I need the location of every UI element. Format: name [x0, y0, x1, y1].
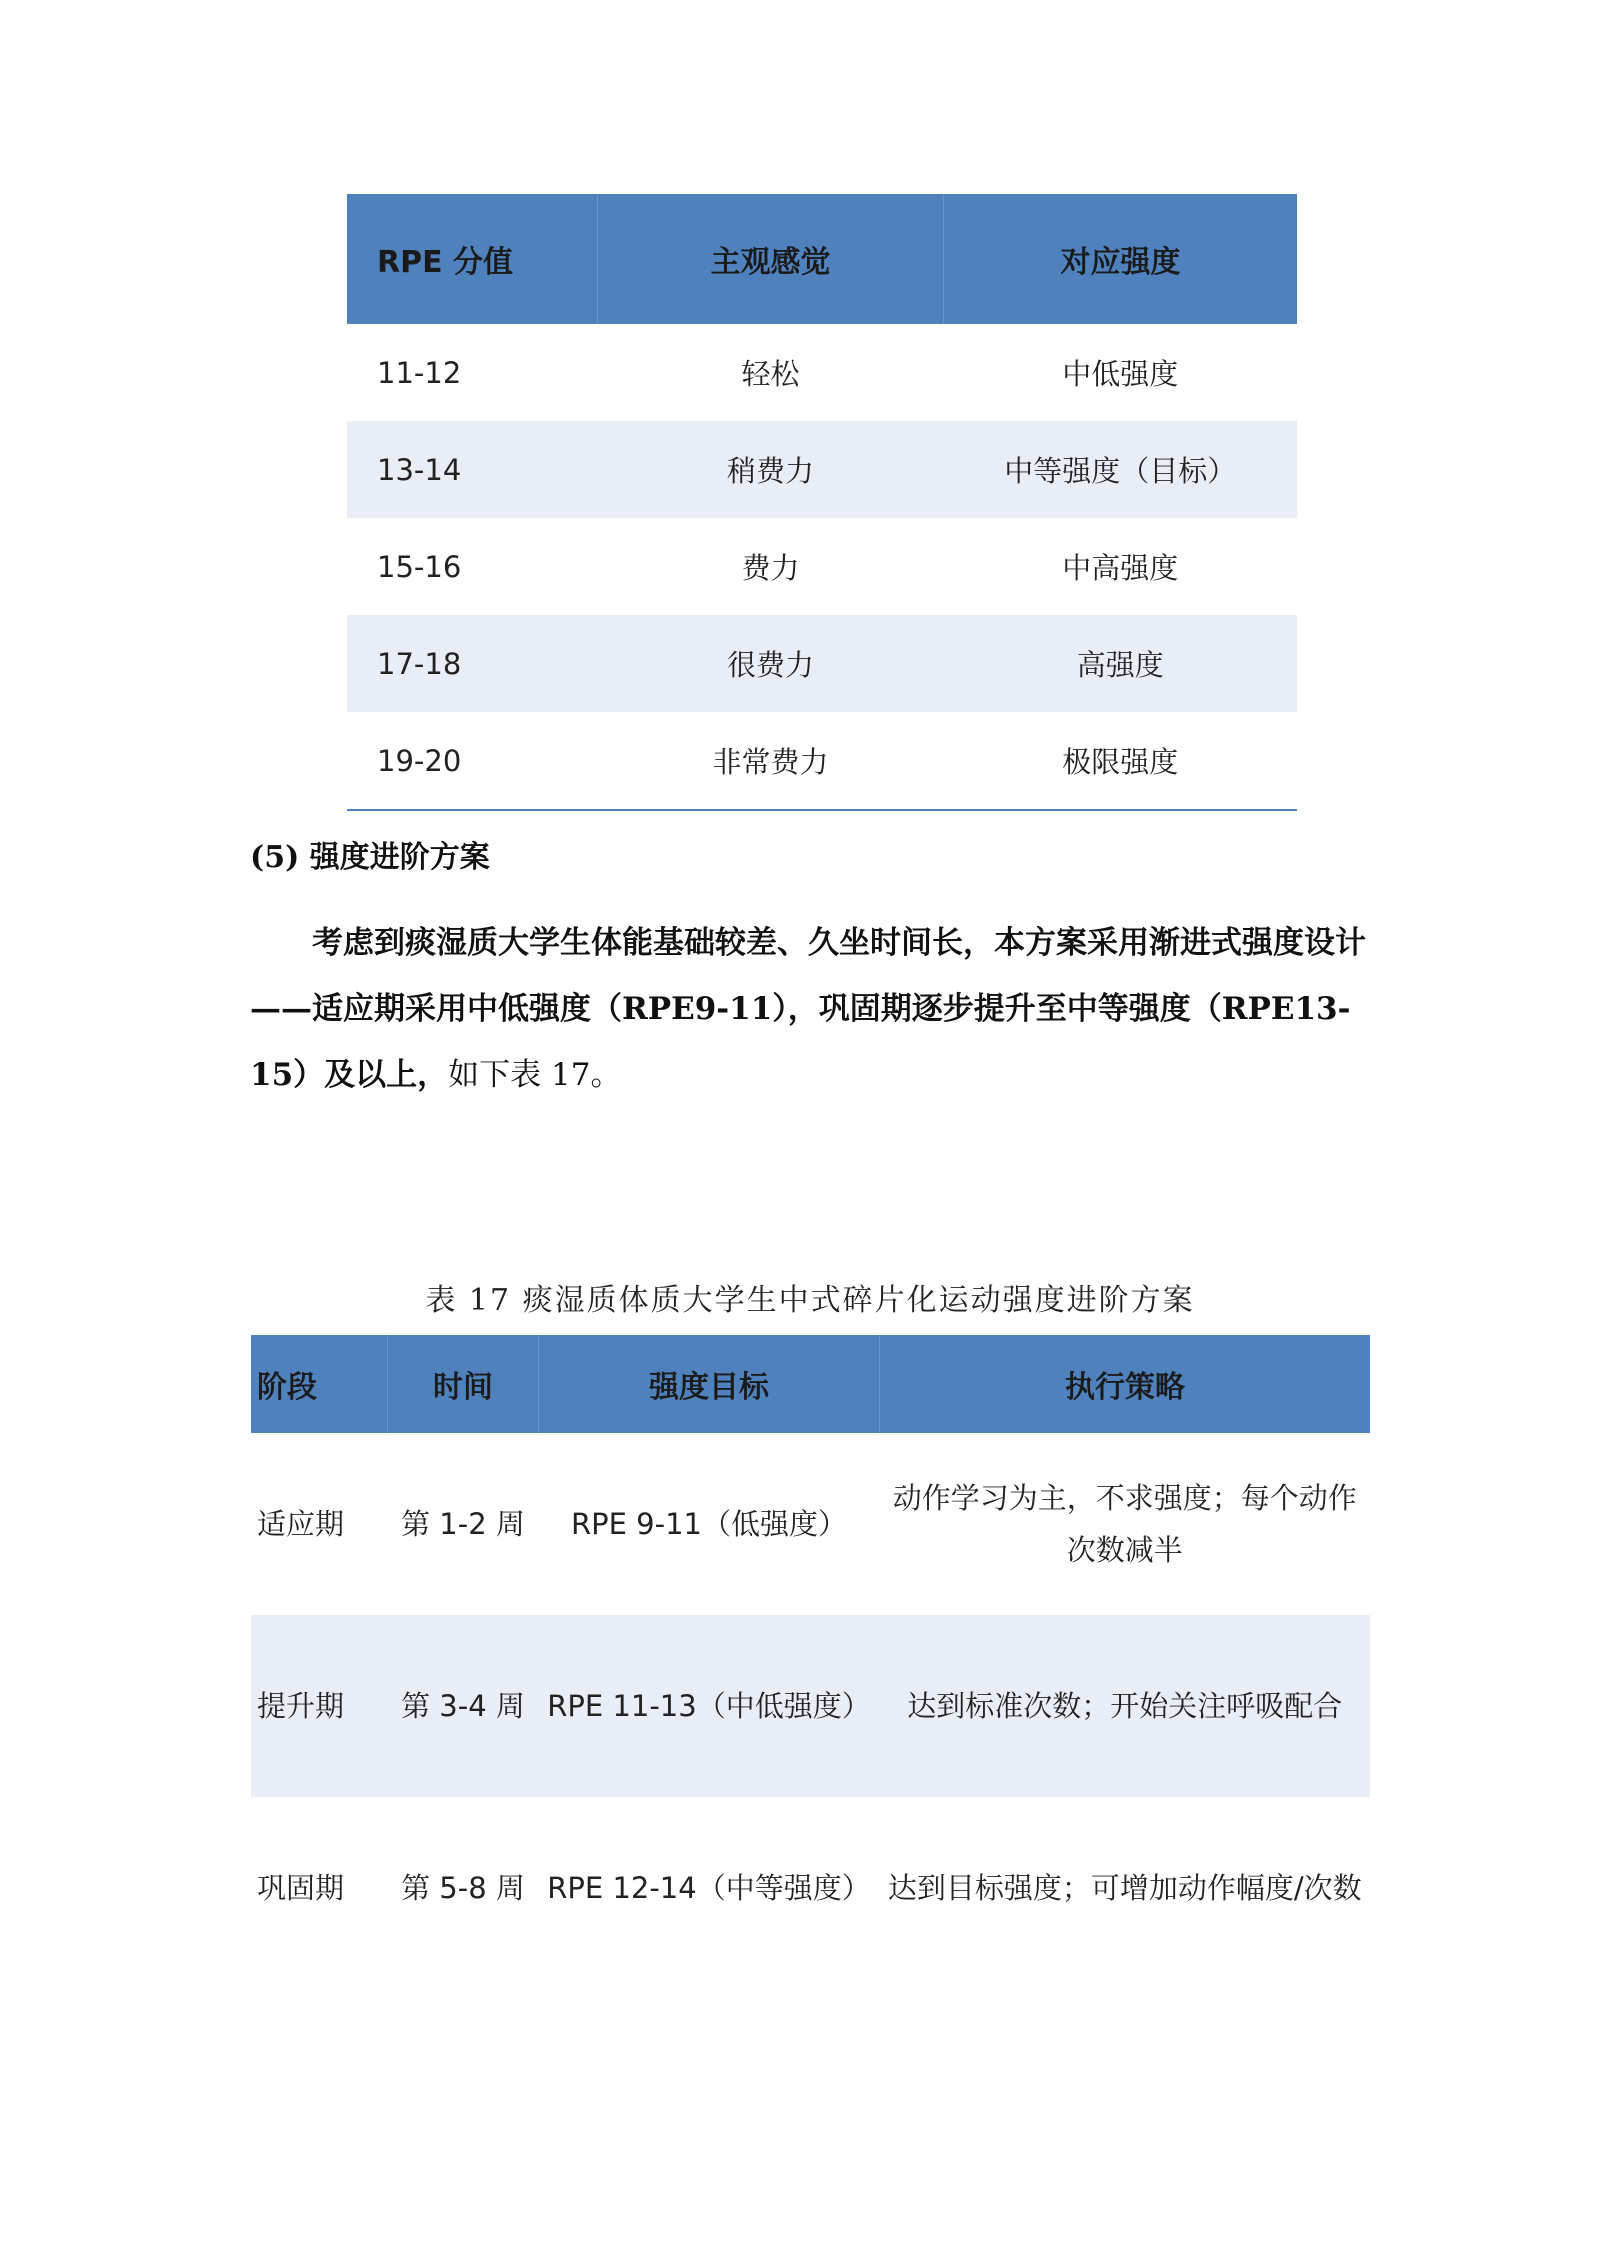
table-row	[347, 324, 1297, 421]
table-row	[251, 1433, 1370, 1615]
progression-table	[251, 1335, 1370, 1979]
paragraph-bold-text: 考虑到痰湿质大学生体能基础较差、久坐时间长，本方案采用渐进式强度设计——适应期采用中低强度（RPE9-11），巩固期逐步提升至中等强度（RPE13-15）及以上，	[250, 925, 1366, 1093]
rpe-header-intensity: 对应强度	[944, 194, 1298, 324]
rpe-intensity-cell: 高强度	[944, 615, 1298, 712]
intensity-goal-cell: RPE 12-14（中等强度）	[547, 1871, 871, 1905]
header-strategy: 执行策略	[880, 1335, 1371, 1433]
table-row	[251, 1615, 1370, 1797]
rpe-score-cell: 13-14	[347, 421, 598, 518]
table-row	[347, 712, 1297, 810]
rpe-header-score: RPE 分值	[347, 194, 598, 324]
paragraph-normal-text: 如下表 17。	[448, 1057, 622, 1093]
rpe-intensity-cell: 中等强度（目标）	[944, 421, 1298, 518]
rpe-score-cell: 11-12	[377, 355, 462, 390]
rpe-feeling-cell: 很费力	[598, 615, 944, 712]
rpe-score-cell: 17-18	[347, 615, 598, 712]
strategy-cell: 动作学习为主，不求强度；每个动作次数减半	[892, 1481, 1357, 1567]
table-caption: 表 17 痰湿质体质大学生中式碎片化运动强度进阶方案	[425, 1283, 1195, 1318]
strategy-cell: 达到标准次数；开始关注呼吸配合	[880, 1615, 1371, 1797]
strategy-cell: 达到目标强度；可增加动作幅度/次数	[887, 1871, 1362, 1905]
rpe-intensity-cell: 中高强度	[1062, 551, 1179, 585]
rpe-score-cell: 19-20	[347, 712, 598, 810]
table-row	[347, 615, 1297, 712]
header-stage: 阶段	[251, 1335, 388, 1433]
header-intensity-goal: 强度目标	[539, 1335, 880, 1433]
rpe-table	[347, 194, 1297, 811]
section-heading: (5) 强度进阶方案	[250, 840, 490, 875]
rpe-table-header	[347, 194, 1297, 324]
time-cell: 第 3-4 周	[388, 1615, 539, 1797]
stage-cell: 适应期	[257, 1507, 345, 1541]
header-time: 时间	[388, 1335, 539, 1433]
progression-table-header	[251, 1335, 1370, 1433]
rpe-feeling-cell: 稍费力	[598, 421, 944, 518]
intensity-goal-cell: RPE 11-13（中低强度）	[539, 1615, 880, 1797]
intensity-goal-cell: RPE 9-11（低强度）	[571, 1507, 847, 1541]
table-row	[347, 421, 1297, 518]
time-cell: 第 5-8 周	[401, 1871, 525, 1905]
time-cell: 第 1-2 周	[401, 1507, 525, 1541]
stage-cell: 提升期	[251, 1615, 388, 1797]
rpe-header-feeling: 主观感觉	[598, 194, 944, 324]
rpe-feeling-cell: 轻松	[741, 357, 800, 391]
table-row	[251, 1797, 1370, 1979]
rpe-intensity-cell: 中低强度	[1062, 357, 1179, 391]
rpe-score-cell: 15-16	[377, 549, 462, 584]
section-paragraph	[250, 910, 1370, 1108]
rpe-feeling-cell: 非常费力	[598, 712, 944, 810]
rpe-feeling-cell: 费力	[741, 551, 800, 585]
table-row	[347, 518, 1297, 615]
rpe-intensity-cell: 极限强度	[944, 712, 1298, 810]
stage-cell: 巩固期	[257, 1871, 345, 1905]
